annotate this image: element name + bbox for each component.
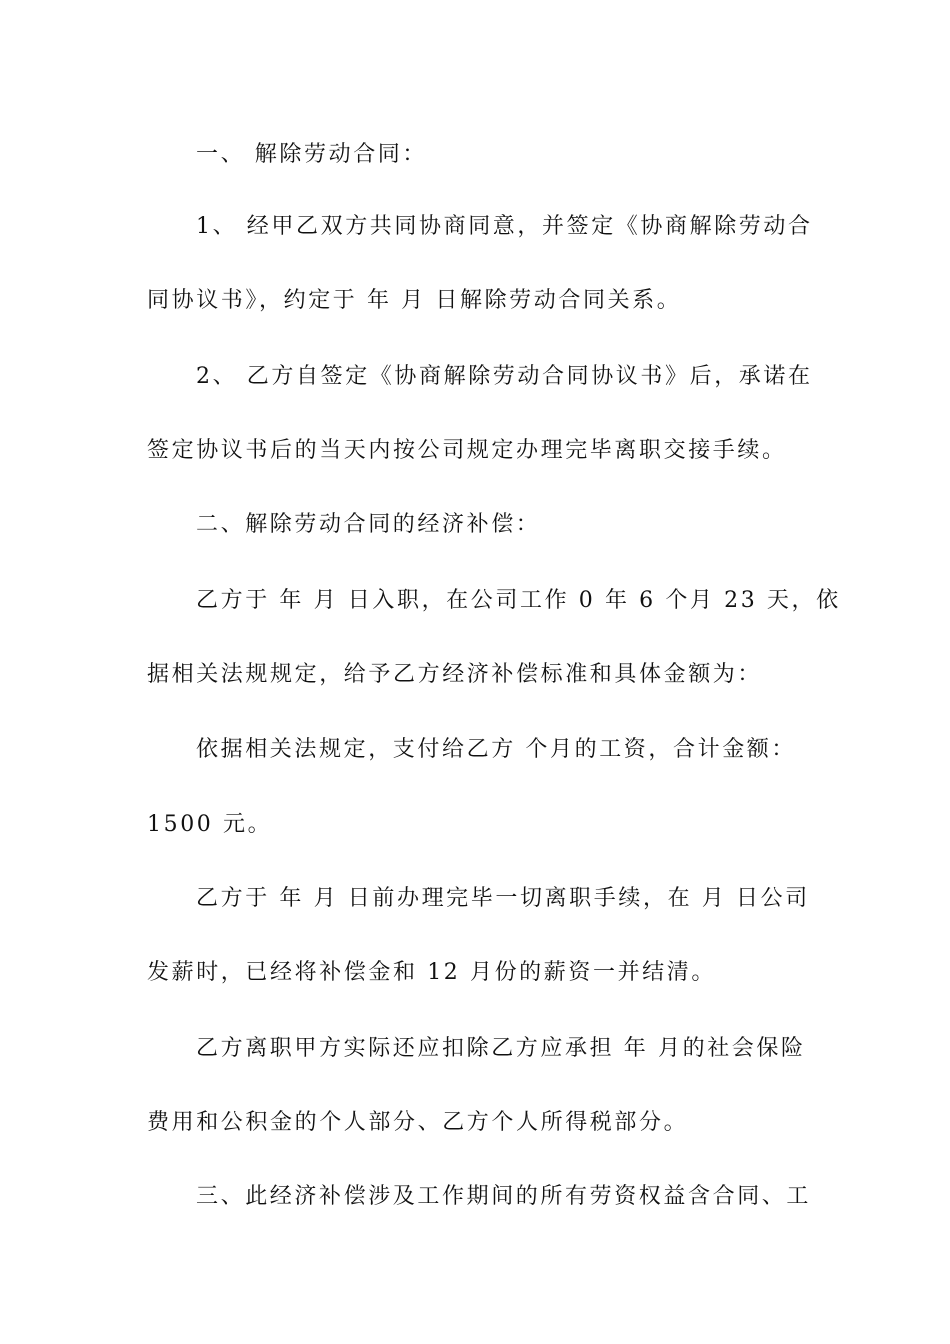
paragraph-line: 乙方于 年 月 日入职，在公司工作 0 年 6 个月 23 天，依 — [196, 588, 841, 613]
paragraph-line: 据相关法规规定，给予乙方经济补偿标准和具体金额为： — [147, 662, 763, 687]
section-heading-1: 一、 解除劳动合同： — [196, 142, 427, 167]
paragraph-line: 费用和公积金的个人部分、乙方个人所得税部分。 — [147, 1110, 689, 1135]
paragraph-line: 签定协议书后的当天内按公司规定办理完毕离职交接手续。 — [147, 438, 787, 463]
paragraph-line: 1500 元。 — [147, 812, 273, 837]
paragraph-line: 乙方离职甲方实际还应扣除乙方应承担 年 月的社会保险 — [196, 1036, 806, 1061]
paragraph-line: 2、 乙方自签定《协商解除劳动合同协议书》后，承诺在 — [196, 364, 813, 389]
section-heading-3: 三、此经济补偿涉及工作期间的所有劳资权益含合同、工 — [196, 1184, 812, 1209]
section-heading-2: 二、解除劳动合同的经济补偿： — [196, 512, 541, 537]
paragraph-line: 1、 经甲乙双方共同协商同意，并签定《协商解除劳动合 — [196, 214, 813, 239]
paragraph-line: 依据相关法规定，支付给乙方 个月的工资，合计金额： — [196, 737, 796, 762]
paragraph-line: 同协议书》，约定于 年 月 日解除劳动合同关系。 — [147, 288, 682, 313]
paragraph-line: 乙方于 年 月 日前办理完毕一切离职手续，在 月 日公司 — [196, 886, 810, 911]
paragraph-line: 发薪时，已经将补偿金和 12 月份的薪资一并结清。 — [147, 960, 716, 985]
